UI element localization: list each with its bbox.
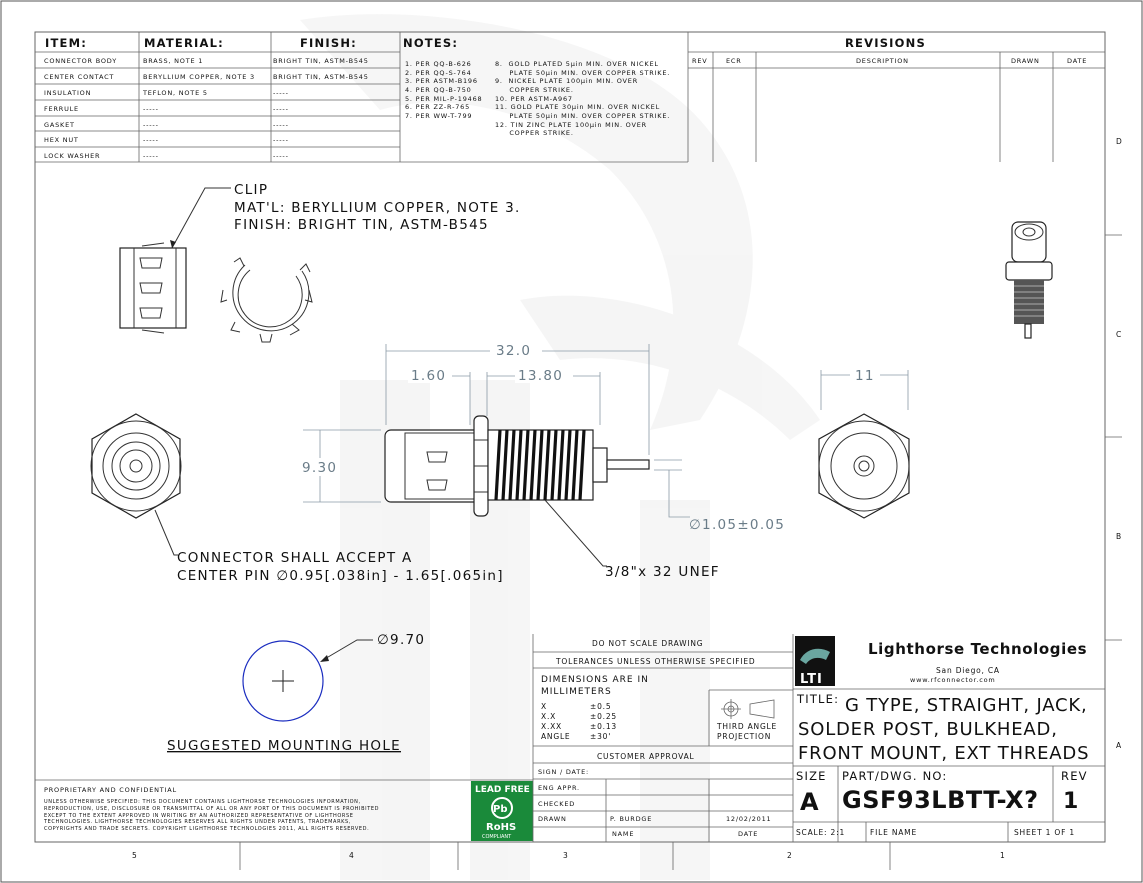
clip-end-view xyxy=(221,258,312,342)
projection-line-1: THIRD ANGLE xyxy=(717,722,778,731)
note-item: 12. TIN ZINC PLATE 100µin MIN. OVER xyxy=(495,121,647,129)
bom-row-finish: BRIGHT TIN, ASTM-B545 xyxy=(273,57,369,65)
proprietary-text: TECHNOLOGIES. LIGHTHORSE TECHNOLOGIES RESERVES ALL RIGHTS UNDER PATENTS, TRADEMARKS, xyxy=(44,819,351,825)
bom-row-material: BERYLLIUM COPPER, NOTE 3 xyxy=(143,73,255,81)
clip-side-view xyxy=(120,243,186,333)
file-name-label: FILE NAME xyxy=(870,828,917,837)
bom-row-material: TEFLON, NOTE 5 xyxy=(143,89,208,97)
bom-row-material: BRASS, NOTE 1 xyxy=(143,57,204,65)
bom-row-item: INSULATION xyxy=(44,89,92,97)
bom-row-finish: ----- xyxy=(273,121,289,129)
projection-symbol-icon xyxy=(721,699,774,719)
badge-compliant: COMPLIANT xyxy=(482,834,512,840)
dim-pin-diameter: ∅1.05±0.05 xyxy=(689,517,786,533)
dim-flange: 1.60 xyxy=(411,368,447,384)
proprietary-text: REPRODUCTION, USE, DISCLOSURE OR TRANSMITTAL OF ALL OR ANY PORT OF THIS DOCUMENT IS PROHIBITED xyxy=(44,806,380,812)
bom-row-finish: ----- xyxy=(273,152,289,160)
rev-col-description: DESCRIPTION xyxy=(856,57,909,65)
title-line-2: SOLDER POST, BULKHEAD, xyxy=(798,719,1058,740)
zone-col-4: 4 xyxy=(349,851,355,860)
bom-row-material: ----- xyxy=(143,152,159,160)
scale-label: SCALE: 2:1 xyxy=(796,828,846,837)
zone-col-2: 2 xyxy=(787,851,793,860)
note-item: 5. PER MIL-P-19468 xyxy=(405,95,483,103)
clip-title: CLIP xyxy=(234,182,269,198)
tol-row-label: X.XX xyxy=(541,722,562,731)
dims-in-label: DIMENSIONS ARE IN xyxy=(541,675,649,685)
proprietary-block xyxy=(35,780,533,832)
logo-text: LTI xyxy=(800,672,823,687)
bom-header-material: MATERIAL: xyxy=(144,36,224,50)
projection-line-2: PROJECTION xyxy=(717,732,772,741)
tol-row-label: X.X xyxy=(541,712,557,721)
title-line-3: FRONT MOUNT, EXT THREADS xyxy=(798,743,1090,764)
tol-row-value: ±0.25 xyxy=(590,712,617,721)
center-pin-note-2: CENTER PIN ∅0.95[.038in] - 1.65[.065in] xyxy=(177,568,504,584)
part-no-label: PART/DWG. NO: xyxy=(842,769,948,783)
bom-header-item: ITEM: xyxy=(45,36,88,50)
note-item: 6. PER ZZ-R-765 xyxy=(405,103,471,111)
name-col-label: NAME xyxy=(612,830,635,838)
note-item: PLATE 50µin MIN. OVER COPPER STRIKE. xyxy=(495,69,671,77)
note-item: 3. PER ASTM-B196 xyxy=(405,77,478,85)
tol-row-label: X xyxy=(541,702,547,711)
note-item: 10. PER ASTM-A967 xyxy=(495,95,573,103)
note-item: 1. PER QQ-B-626 xyxy=(405,60,472,68)
customer-approval-label: CUSTOMER APPROVAL xyxy=(597,752,695,761)
rev-col-ecr: ECR xyxy=(726,57,742,65)
zone-col-1: 1 xyxy=(1000,851,1006,860)
bom-row-item: CONNECTOR BODY xyxy=(44,57,117,65)
note-item: PLATE 50µin MIN. OVER COPPER STRIKE. xyxy=(495,112,671,120)
company-name: Lighthorse Technologies xyxy=(868,640,1088,658)
checked-label: CHECKED xyxy=(538,800,576,808)
bom-header-finish: FINISH: xyxy=(300,36,357,50)
bom-row-item: LOCK WASHER xyxy=(44,152,101,160)
size-value: A xyxy=(800,788,819,816)
tol-row-value: ±0.5 xyxy=(590,702,612,711)
size-label: SIZE xyxy=(796,769,827,783)
tolerances-label: TOLERANCES UNLESS OTHERWISE SPECIFIED xyxy=(556,657,756,666)
bom-row-finish: ----- xyxy=(273,89,289,97)
dim-height: 9.30 xyxy=(302,460,338,476)
isometric-view xyxy=(1006,222,1052,338)
note-item: 9. NICKEL PLATE 100µin MIN. OVER xyxy=(495,77,639,85)
drawn-date-value: 12/02/2011 xyxy=(726,815,772,823)
zone-col-5: 5 xyxy=(132,851,138,860)
note-item: 4. PER QQ-B-750 xyxy=(405,86,472,94)
center-pin-note-1: CONNECTOR SHALL ACCEPT A xyxy=(177,550,413,566)
rev-col-drawn: DRAWN xyxy=(1011,57,1040,65)
bom-row-finish: ----- xyxy=(273,105,289,113)
lead-free-badge xyxy=(471,781,533,841)
note-item: COPPER STRIKE. xyxy=(495,129,574,137)
bom-row-item: FERRULE xyxy=(44,105,79,113)
rev-label: REV xyxy=(1061,769,1088,783)
zone-row-b: B xyxy=(1116,532,1122,541)
bom-row-material: ----- xyxy=(143,121,159,129)
bom-row-item: HEX NUT xyxy=(44,136,79,144)
proprietary-title: PROPRIETARY AND CONFIDENTIAL xyxy=(44,786,177,794)
bom-row-finish: ----- xyxy=(273,136,289,144)
proprietary-text: COPYRIGHTS AND TRADE SECRETS. COPYRIGHT LIGHTHORSE TECHNOLOGIES 2011, ALL RIGHTS RESERVED. xyxy=(44,826,370,832)
note-item: 7. PER WW-T-799 xyxy=(405,112,473,120)
note-item: COPPER STRIKE. xyxy=(495,86,574,94)
bom-row-material: ----- xyxy=(143,105,159,113)
badge-rohs: RoHS xyxy=(486,822,517,833)
date-col-label: DATE xyxy=(738,830,759,838)
dim-hole-diameter: ∅9.70 xyxy=(377,632,426,648)
mount-hole-label: SUGGESTED MOUNTING HOLE xyxy=(167,738,401,754)
badge-pb: Pb xyxy=(493,804,508,815)
title-block xyxy=(533,634,1105,842)
zone-row-c: C xyxy=(1116,330,1123,339)
notes-header: NOTES: xyxy=(403,36,459,50)
bom-row-item: GASKET xyxy=(44,121,75,129)
proprietary-text: EXCEPT TO THE EXTENT APPROVED IN WRITING BY AN AUTHORIZED REPRESENTATIVE OF LIGHTHORSE xyxy=(44,813,354,819)
dim-thread-length: 13.80 xyxy=(518,368,564,384)
company-logo xyxy=(795,636,835,687)
sheet-label: SHEET 1 OF 1 xyxy=(1014,828,1075,837)
company-web: www.rfconnector.com xyxy=(910,676,996,684)
bom-row-material: ----- xyxy=(143,136,159,144)
title-label: TITLE: xyxy=(797,692,840,706)
note-item: 8. GOLD PLATED 5µin MIN. OVER NICKEL xyxy=(495,60,659,68)
dim-width: 11 xyxy=(855,368,875,384)
millimeters-label: MILLIMETERS xyxy=(541,687,612,697)
note-item: 11. GOLD PLATE 30µin MIN. OVER NICKEL xyxy=(495,103,660,111)
rev-value: 1 xyxy=(1063,789,1079,814)
sign-date-label: SIGN / DATE: xyxy=(538,768,589,776)
tol-row-value: ±0.13 xyxy=(590,722,617,731)
tol-row-label: ANGLE xyxy=(541,732,571,741)
clip-callout xyxy=(170,182,521,248)
rev-col-rev: REV xyxy=(692,57,708,65)
zone-row-d: D xyxy=(1116,137,1123,146)
drawn-by-value: P. BURDGE xyxy=(610,815,653,823)
bom-row-finish: BRIGHT TIN, ASTM-B545 xyxy=(273,73,369,81)
revisions-table xyxy=(688,36,1105,162)
proprietary-text: UNLESS OTHERWISE SPECIFIED: THIS DOCUMENT CONTAINS LIGHTHORSE TECHNOLOGIES INFORMATION, xyxy=(44,799,361,805)
eng-appr-label: ENG APPR. xyxy=(538,784,580,792)
bom-row-item: CENTER CONTACT xyxy=(44,73,115,81)
part-number: GSF93LBTT-X? xyxy=(842,786,1039,814)
rear-hex-view xyxy=(819,366,909,518)
company-city: San Diego, CA xyxy=(936,666,1000,675)
drawn-label: DRAWN xyxy=(538,815,567,823)
clip-material: MAT'L: BERYLLIUM COPPER, NOTE 3. xyxy=(234,200,521,216)
rev-col-date: DATE xyxy=(1067,57,1088,65)
revisions-title: REVISIONS xyxy=(845,36,926,50)
no-scale-label: DO NOT SCALE DRAWING xyxy=(592,639,704,648)
tol-row-value: ±30' xyxy=(590,732,612,741)
zone-col-3: 3 xyxy=(563,851,569,860)
zone-row-a: A xyxy=(1116,741,1122,750)
thread-spec: 3/8"x 32 UNEF xyxy=(605,564,720,580)
badge-top: LEAD FREE xyxy=(475,785,530,795)
title-line-1: G TYPE, STRAIGHT, JACK, xyxy=(845,695,1088,716)
note-item: 2. PER QQ-S-764 xyxy=(405,69,472,77)
clip-finish: FINISH: BRIGHT TIN, ASTM-B545 xyxy=(234,217,489,233)
dim-overall: 32.0 xyxy=(496,343,532,359)
